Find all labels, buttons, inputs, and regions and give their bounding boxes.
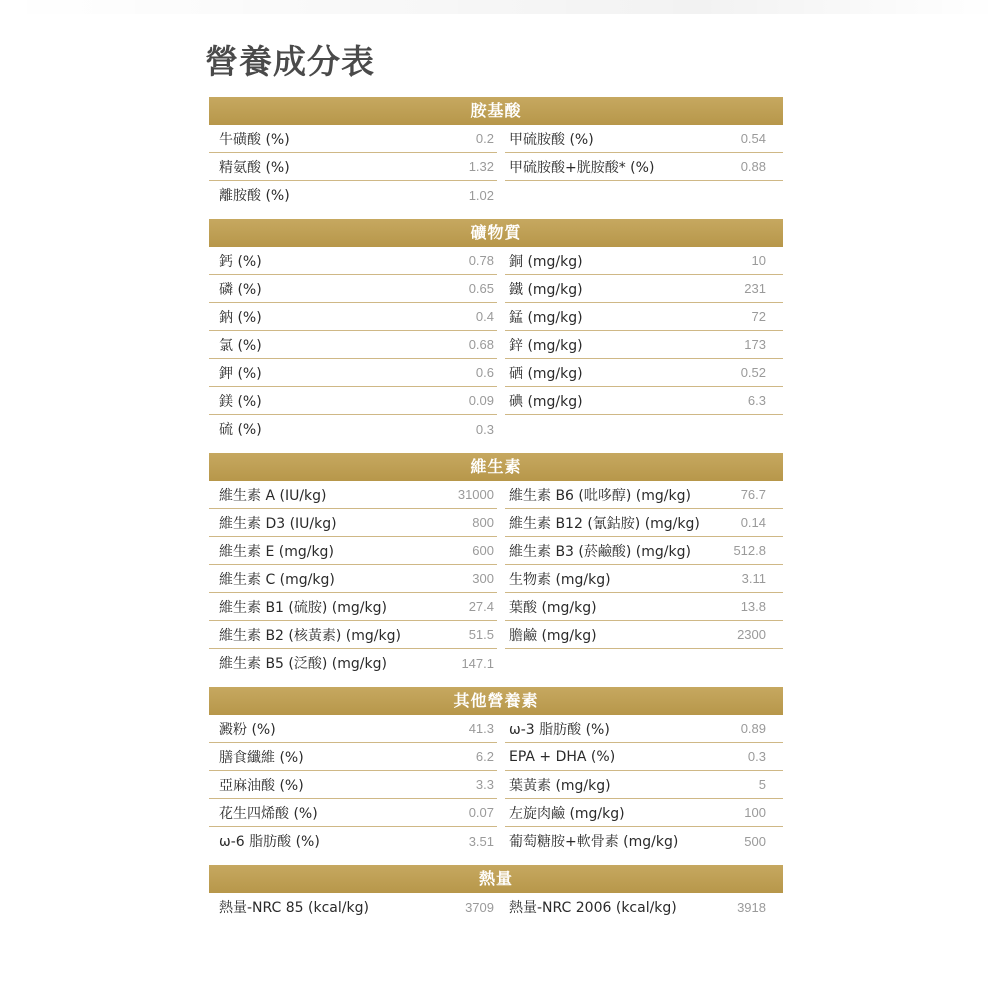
- nutrient-value: 800: [419, 509, 497, 537]
- table-row: [209, 359, 783, 387]
- table-row: [209, 715, 783, 743]
- nutrient-name: 甲硫胺酸+胱胺酸* (%): [505, 153, 717, 181]
- nutrient-value: 0.6: [419, 359, 497, 387]
- nutrient-name: 鈉 (%): [209, 303, 419, 331]
- nutrient-value: 72: [717, 303, 783, 331]
- table-row: [209, 593, 783, 621]
- table-row: [209, 275, 783, 303]
- nutrient-name: 葉黃素 (mg/kg): [505, 771, 717, 799]
- section-1: [209, 219, 783, 443]
- nutrient-name: 硒 (mg/kg): [505, 359, 717, 387]
- table-row: [209, 481, 783, 509]
- table-row: [209, 537, 783, 565]
- table-row: [209, 247, 783, 275]
- nutrient-name: 甲硫胺酸 (%): [505, 125, 717, 153]
- column-gap: [497, 771, 505, 799]
- table-row: [209, 565, 783, 593]
- table-row: [209, 827, 783, 855]
- nutrient-name: [505, 415, 717, 443]
- nutrient-value: [717, 415, 783, 443]
- nutrient-value: 10: [717, 247, 783, 275]
- nutrient-value: 2300: [717, 621, 783, 649]
- nutrient-value: 51.5: [419, 621, 497, 649]
- nutrient-name: 生物素 (mg/kg): [505, 565, 717, 593]
- column-gap: [497, 303, 505, 331]
- table-row: [209, 649, 783, 677]
- nutrient-value: 0.65: [419, 275, 497, 303]
- nutrient-value: 0.78: [419, 247, 497, 275]
- nutrient-value: 5: [717, 771, 783, 799]
- section-header: 胺基酸: [209, 97, 783, 125]
- nutrient-name: 鎂 (%): [209, 387, 419, 415]
- nutrient-value: 0.3: [475, 421, 494, 437]
- table-row: [209, 331, 783, 359]
- column-gap: [497, 621, 505, 649]
- nutrient-value: 512.8: [717, 537, 783, 565]
- section-header: 熱量: [209, 865, 783, 893]
- column-gap: [497, 537, 505, 565]
- table-row: [209, 125, 783, 153]
- nutrient-value: 76.7: [717, 481, 783, 509]
- nutrient-value: 0.3: [717, 743, 783, 771]
- column-gap: [497, 359, 505, 387]
- nutrient-name: ω-3 脂肪酸 (%): [505, 715, 717, 743]
- column-gap: [497, 275, 505, 303]
- top-shadow: [0, 0, 1000, 14]
- nutrient-name: 牛磺酸 (%): [209, 125, 419, 153]
- nutrient-name: 維生素 B5 (泛酸) (mg/kg): [219, 656, 387, 672]
- nutrient-name: 膳食纖維 (%): [209, 743, 419, 771]
- nutrient-name: 葉酸 (mg/kg): [505, 593, 717, 621]
- table-row: [209, 771, 783, 799]
- nutrient-value: 0.89: [717, 715, 783, 743]
- nutrient-value: 173: [717, 331, 783, 359]
- nutrient-value: 231: [717, 275, 783, 303]
- nutrient-value: 27.4: [419, 593, 497, 621]
- nutrient-name: 花生四烯酸 (%): [209, 799, 419, 827]
- nutrient-name: 熱量-NRC 85 (kcal/kg): [219, 900, 369, 916]
- column-gap: [497, 387, 505, 415]
- nutrient-value: 3.11: [717, 565, 783, 593]
- nutrient-value: [717, 649, 783, 677]
- nutrient-value: 1.02: [468, 187, 494, 203]
- table-row: [209, 181, 783, 209]
- column-gap: [497, 509, 505, 537]
- section-4: [209, 865, 783, 921]
- nutrient-value: 3709: [465, 899, 494, 915]
- column-gap: [497, 415, 505, 443]
- table-row: [209, 153, 783, 181]
- nutrient-name: 左旋肉鹼 (mg/kg): [505, 799, 717, 827]
- nutrient-value: 147.1: [461, 655, 494, 671]
- nutrient-name: 氯 (%): [209, 331, 419, 359]
- nutrient-value: 0.09: [419, 387, 497, 415]
- column-gap: [497, 565, 505, 593]
- column-gap: [497, 331, 505, 359]
- nutrient-value: 100: [717, 799, 783, 827]
- column-gap: [497, 481, 505, 509]
- nutrient-name: 鋅 (mg/kg): [505, 331, 717, 359]
- nutrient-value: 0.88: [717, 153, 783, 181]
- nutrient-name: 維生素 B2 (核黃素) (mg/kg): [209, 621, 419, 649]
- nutrient-name: 鐵 (mg/kg): [505, 275, 717, 303]
- column-gap: [497, 799, 505, 827]
- table-row: [209, 415, 783, 443]
- table-row: [209, 743, 783, 771]
- column-gap: [497, 893, 505, 921]
- table-row: [209, 893, 783, 921]
- nutrient-value: 3918: [737, 899, 766, 915]
- nutrient-name: 熱量-NRC 2006 (kcal/kg): [509, 900, 677, 916]
- nutrient-name: 銅 (mg/kg): [505, 247, 717, 275]
- nutrient-value: 0.07: [419, 799, 497, 827]
- nutrient-name: 精氨酸 (%): [209, 153, 419, 181]
- nutrient-value: 300: [419, 565, 497, 593]
- nutrient-name: 維生素 A (IU/kg): [209, 481, 419, 509]
- table-row: [209, 387, 783, 415]
- nutrient-value: 13.8: [717, 593, 783, 621]
- section-2: [209, 453, 783, 677]
- nutrient-value: 600: [419, 537, 497, 565]
- nutrient-name: 維生素 B6 (吡哆醇) (mg/kg): [505, 481, 717, 509]
- nutrient-value: 3.3: [419, 771, 497, 799]
- nutrient-name: 亞麻油酸 (%): [209, 771, 419, 799]
- nutrient-name: ω-6 脂肪酸 (%): [219, 834, 320, 850]
- nutrient-value: 6.3: [717, 387, 783, 415]
- nutrient-name: [505, 181, 717, 209]
- section-header: 其他營養素: [209, 687, 783, 715]
- table-row: [209, 621, 783, 649]
- nutrient-value: 0.4: [419, 303, 497, 331]
- nutrient-value: 6.2: [419, 743, 497, 771]
- nutrient-name: 維生素 B12 (氰鈷胺) (mg/kg): [505, 509, 717, 537]
- nutrient-name: 離胺酸 (%): [219, 188, 290, 204]
- nutrient-value: 0.54: [717, 125, 783, 153]
- nutrient-name: 葡萄糖胺+軟骨素 (mg/kg): [509, 834, 679, 850]
- column-gap: [497, 181, 505, 209]
- nutrient-name: EPA + DHA (%): [505, 743, 717, 771]
- nutrient-value: 1.32: [419, 153, 497, 181]
- column-gap: [497, 125, 505, 153]
- nutrition-table: [209, 97, 783, 931]
- column-gap: [497, 153, 505, 181]
- nutrient-name: 鉀 (%): [209, 359, 419, 387]
- table-row: [209, 509, 783, 537]
- nutrient-name: 膽鹼 (mg/kg): [505, 621, 717, 649]
- section-header: 礦物質: [209, 219, 783, 247]
- column-gap: [497, 649, 505, 677]
- nutrient-name: 維生素 D3 (IU/kg): [209, 509, 419, 537]
- nutrient-name: 硫 (%): [219, 422, 262, 438]
- nutrient-name: 維生素 E (mg/kg): [209, 537, 419, 565]
- column-gap: [497, 593, 505, 621]
- column-gap: [497, 247, 505, 275]
- nutrient-name: 澱粉 (%): [209, 715, 419, 743]
- nutrient-value: 3.51: [468, 833, 494, 849]
- page-title: 營養成分表: [205, 42, 375, 81]
- table-row: [209, 303, 783, 331]
- nutrient-value: 31000: [419, 481, 497, 509]
- nutrient-name: 磷 (%): [209, 275, 419, 303]
- column-gap: [497, 743, 505, 771]
- column-gap: [497, 827, 505, 855]
- nutrient-name: [505, 649, 717, 677]
- table-row: [209, 799, 783, 827]
- nutrient-name: 錳 (mg/kg): [505, 303, 717, 331]
- nutrient-value: [717, 181, 783, 209]
- nutrient-name: 維生素 B1 (硫胺) (mg/kg): [209, 593, 419, 621]
- nutrient-value: 41.3: [419, 715, 497, 743]
- nutrient-name: 碘 (mg/kg): [505, 387, 717, 415]
- section-0: [209, 97, 783, 209]
- nutrient-name: 鈣 (%): [209, 247, 419, 275]
- column-gap: [497, 715, 505, 743]
- nutrient-value: 0.2: [419, 125, 497, 153]
- nutrient-name: 維生素 C (mg/kg): [209, 565, 419, 593]
- section-header: 維生素: [209, 453, 783, 481]
- nutrient-value: 500: [744, 833, 766, 849]
- section-3: [209, 687, 783, 855]
- nutrient-value: 0.14: [717, 509, 783, 537]
- nutrient-name: 維生素 B3 (菸鹼酸) (mg/kg): [505, 537, 717, 565]
- nutrient-value: 0.68: [419, 331, 497, 359]
- nutrient-value: 0.52: [717, 359, 783, 387]
